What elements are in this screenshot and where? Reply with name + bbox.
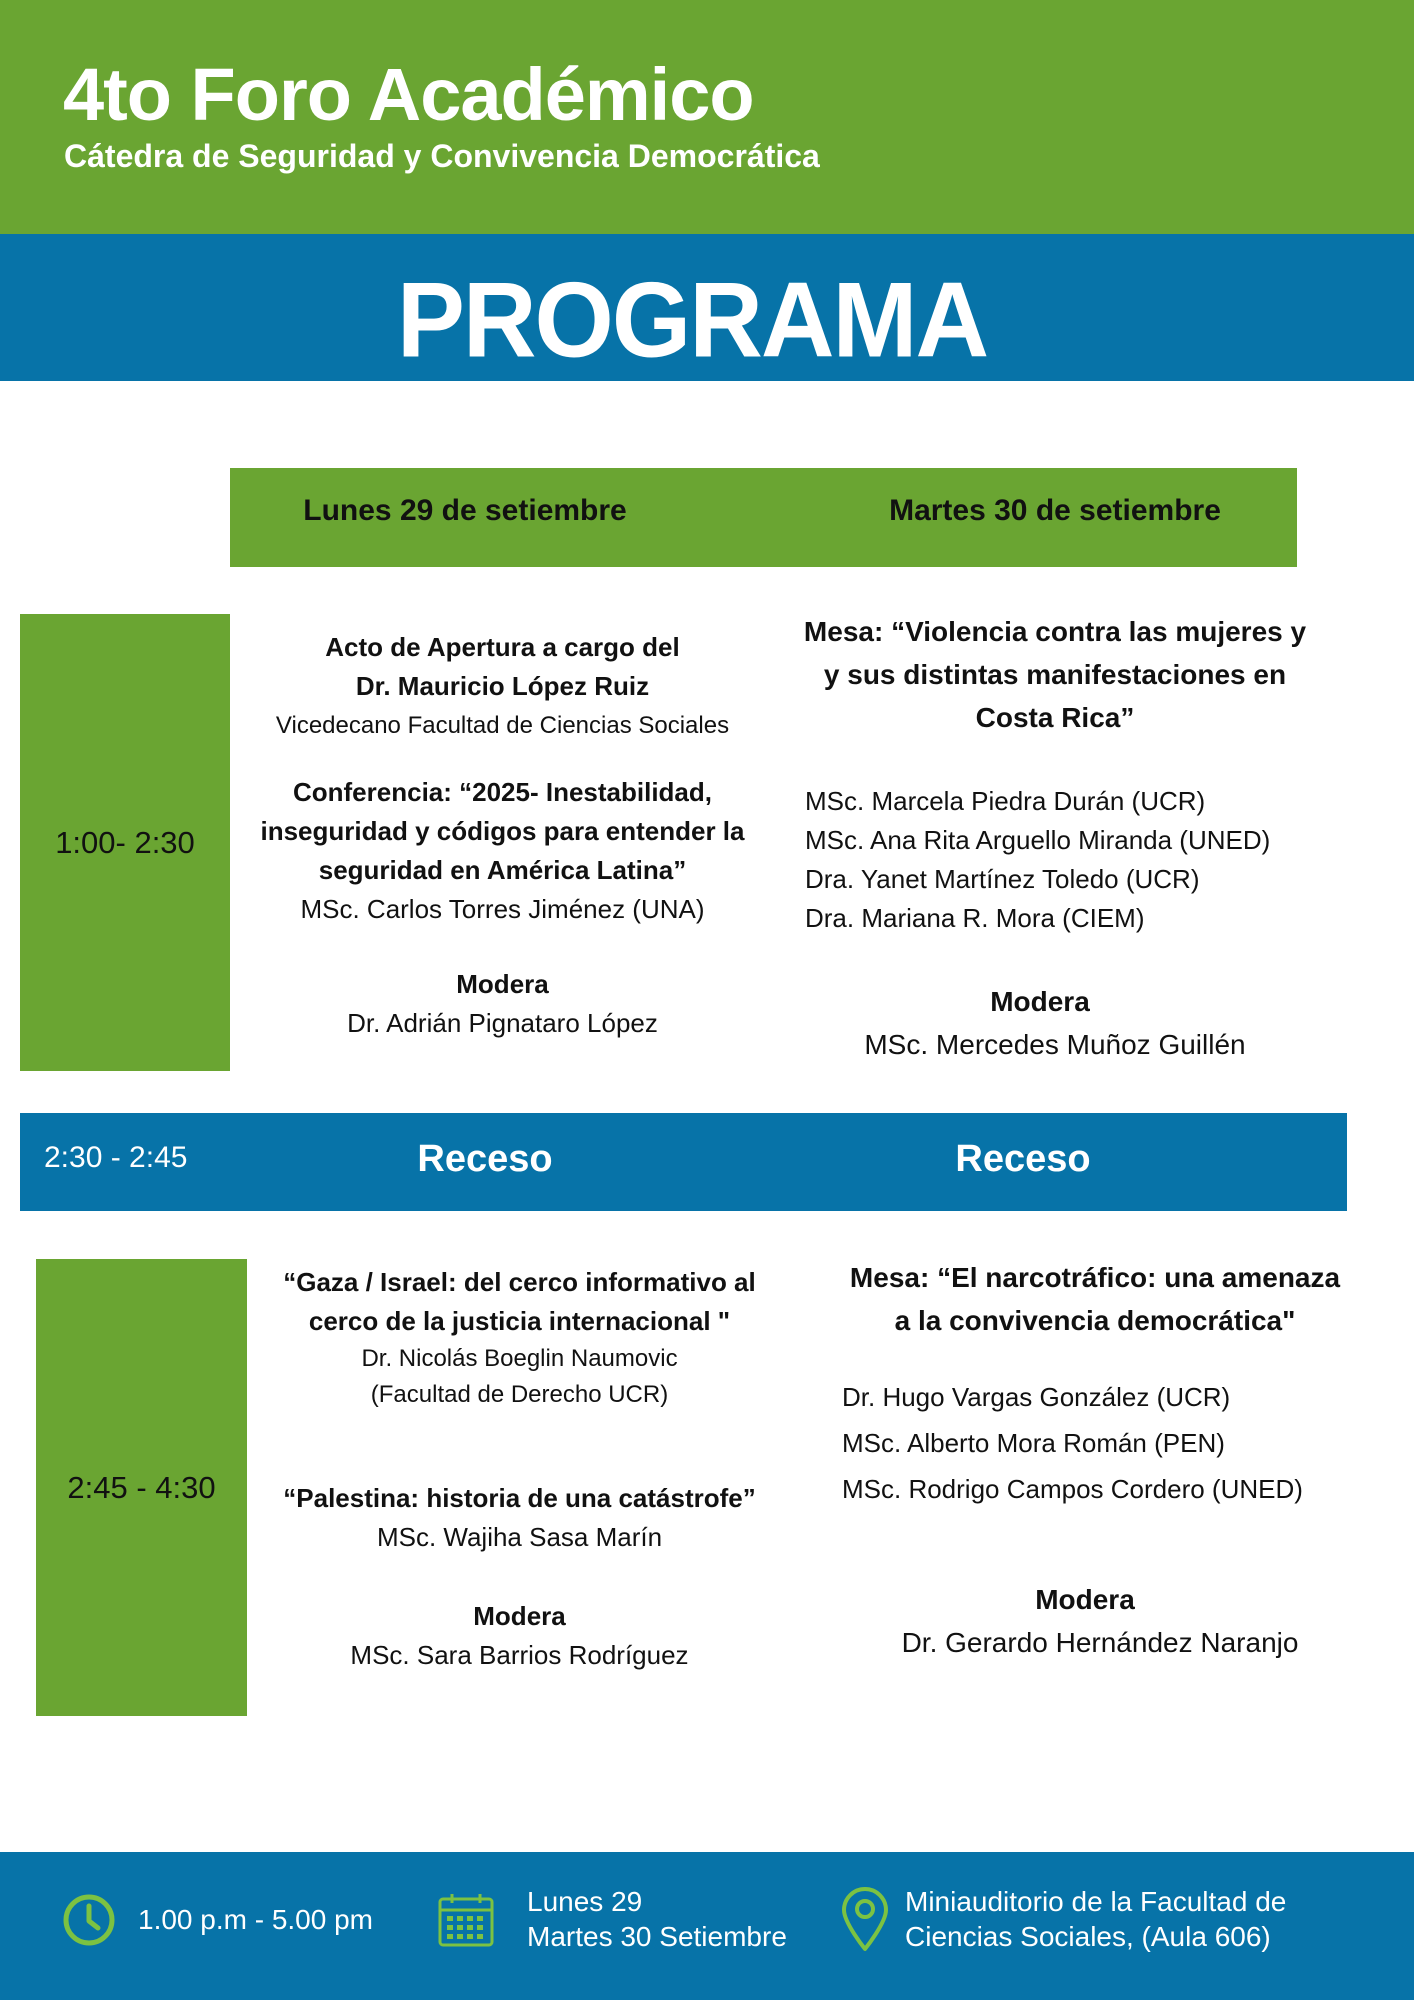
recess-time: 2:30 - 2:45 [44,1141,188,1174]
slot1-monday-cell [250,628,755,1043]
slot2-monday-cell [262,1263,777,1675]
slot2-tuesday-panelists [842,1374,1362,1512]
moderator-name: MSc. Mercedes Muñoz Guillén [864,1029,1246,1060]
moderator-name: Dr. Adrián Pignataro López [347,1008,658,1038]
location-pin-icon [840,1885,890,1953]
conference-title-line3: seguridad en América Latina” [318,855,687,885]
moderator-name: Dr. Gerardo Hernández Naranjo [901,1627,1299,1658]
calendar-icon [437,1891,495,1949]
panel-title-line2: y sus distintas manifestaciones en [823,659,1287,690]
moderator-label: Modera [473,1601,566,1631]
footer-place-line1: Miniauditorio de la Facultad de [905,1886,1287,1917]
talk1-speaker: Dr. Nicolás Boeglin Naumovic [361,1345,678,1372]
slot2-tuesday-title [825,1256,1365,1342]
slot1-tuesday-title [795,610,1315,739]
footer-dates [527,1884,787,1954]
time-slot-1-label: 1:00- 2:30 [55,824,195,860]
talk2-speaker: MSc. Wajiha Sasa Marín [376,1522,663,1552]
panelist: MSc. Marcela Piedra Durán (UCR) [805,786,1206,816]
panelist: MSc. Ana Rita Arguello Miranda (UNED) [805,825,1271,855]
footer-time: 1.00 p.m - 5.00 pm [138,1904,374,1935]
event-subtitle: Cátedra de Seguridad y Convivencia Democrática [64,138,820,174]
footer-place-line2: Ciencias Sociales, (Aula 606) [905,1921,1271,1952]
time-slot-1 [20,614,230,1071]
day-header-tuesday: Martes 30 de setiembre [889,494,1221,527]
slot2-tuesday-moderator [825,1578,1345,1664]
moderator-label: Modera [456,969,549,999]
time-slot-2 [36,1259,247,1716]
panelist: Dra. Mariana R. Mora (CIEM) [805,903,1145,933]
footer-date-line2: Martes 30 Setiembre [527,1921,787,1952]
panelist: MSc. Rodrigo Campos Cordero (UNED) [842,1474,1303,1504]
talk1-title-line2: cerco de la justicia internacional " [308,1306,731,1336]
moderator-name: MSc. Sara Barrios Rodríguez [350,1640,689,1670]
time-slot-2-label: 2:45 - 4:30 [67,1469,216,1505]
moderator-label: Modera [990,986,1090,1017]
conference-title-line2: inseguridad y códigos para entender la [260,816,745,846]
panel-title-line1: Mesa: “El narcotráfico: una amenaza [849,1262,1341,1293]
recess-monday: Receso [417,1138,553,1180]
opening-role: Vicedecano Facultad de Ciencias Sociales [275,712,730,739]
conference-title-line1: Conferencia: “2025- Inestabilidad, [292,777,712,807]
programa-title: PROGRAMA [396,260,988,380]
talk1-affiliation: (Facultad de Derecho UCR) [370,1381,669,1408]
slot1-tuesday-moderator [790,980,1290,1066]
talk2-title: “Palestina: historia de una catástrofe” [283,1483,756,1513]
panelist: Dr. Hugo Vargas González (UCR) [842,1382,1231,1412]
conference-speaker: MSc. Carlos Torres Jiménez (UNA) [300,894,705,924]
moderator-label: Modera [1035,1584,1135,1615]
opening-speaker: Dr. Mauricio López Ruiz [355,671,650,701]
slot1-tuesday-panelists [805,782,1325,938]
footer-date-line1: Lunes 29 [527,1886,643,1917]
day-header-monday: Lunes 29 de setiembre [303,494,627,527]
recess-tuesday: Receso [955,1138,1091,1180]
opening-title: Acto de Apertura a cargo del [325,632,680,662]
panelist: Dra. Yanet Martínez Toledo (UCR) [805,864,1200,894]
panel-title-line3: Costa Rica” [975,702,1135,733]
clock-icon [62,1893,116,1947]
footer-place [905,1884,1286,1954]
panelist: MSc. Alberto Mora Román (PEN) [842,1428,1225,1458]
event-title: 4to Foro Académico [63,53,754,136]
panel-title-line1: Mesa: “Violencia contra las mujeres y [803,616,1307,647]
talk1-title-line1: “Gaza / Israel: del cerco informativo al [283,1267,756,1297]
panel-title-line2: a la convivencia democrática" [894,1305,1296,1336]
